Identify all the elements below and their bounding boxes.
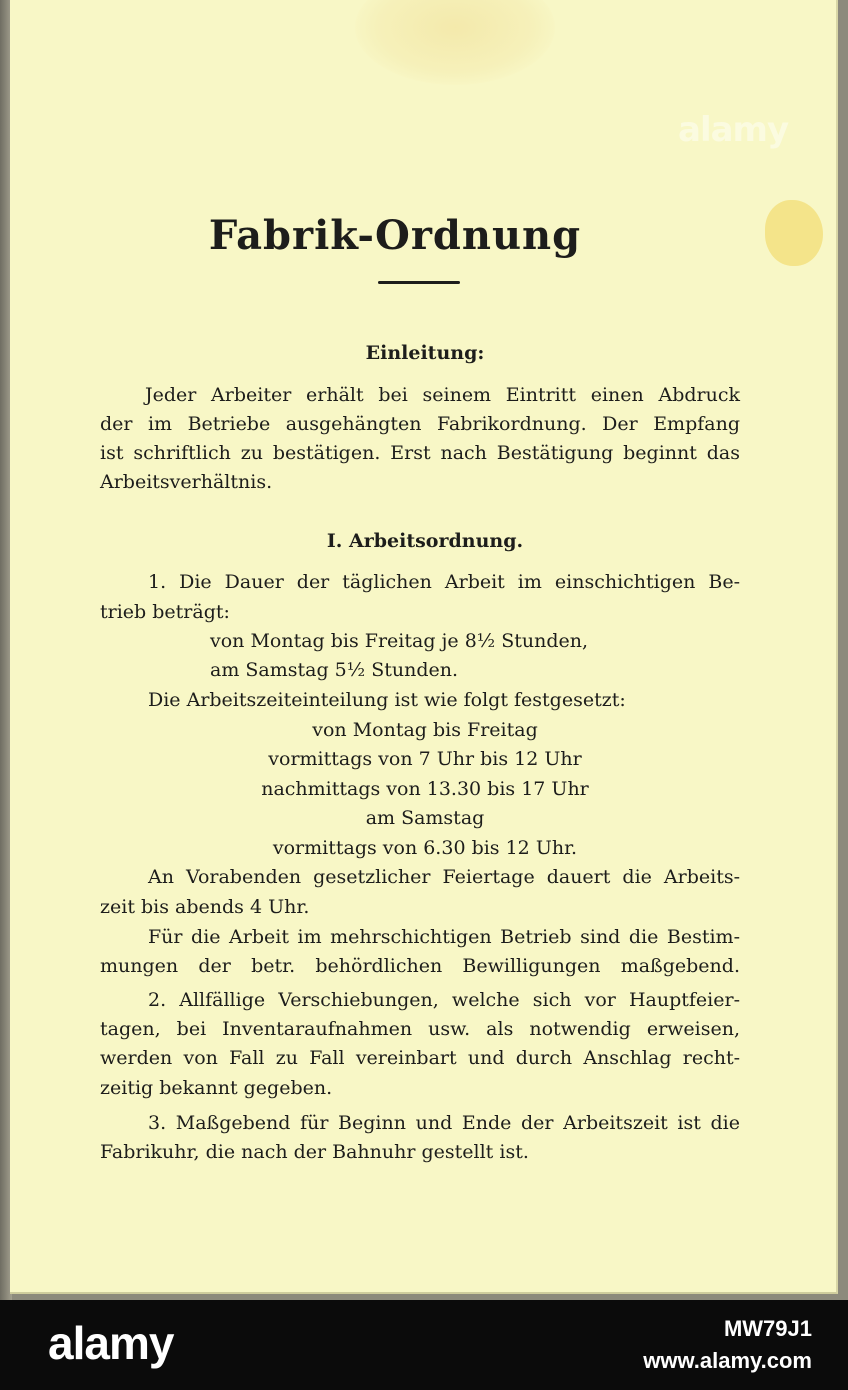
paragraph-line: An Vorabenden gesetzlicher Feiertage dauert die Arbeits- — [148, 866, 740, 888]
document-title: Fabrik-Ordnung — [208, 212, 582, 259]
schedule-line: vormittags von 6.30 bis 12 Uhr. — [272, 837, 578, 859]
intro-heading: Einleitung: — [365, 342, 485, 364]
document-page — [10, 0, 838, 1294]
intro-line: Arbeitsverhältnis. — [100, 471, 273, 493]
hours-line: von Montag bis Freitag je 8½ Stunden, — [210, 630, 589, 652]
schedule-line: von Montag bis Freitag — [312, 719, 538, 741]
paragraph-line: zeit bis abends 4 Uhr. — [100, 896, 310, 918]
schedule-line: nachmittags von 13.30 bis 17 Uhr — [261, 778, 589, 800]
paragraph-line: 1. Die Dauer der täglichen Arbeit im einschichtigen Be- — [148, 571, 740, 593]
paragraph-line: trieb beträgt: — [100, 601, 230, 623]
paragraph-line: mungen der betr. behördlichen Bewilligungen maßgebend. — [100, 955, 740, 977]
paragraph-line: 2. Allfällige Verschiebungen, welche sich vor Hauptfeier- — [148, 989, 740, 1011]
paragraph-line: Fabrikuhr, die nach der Bahnuhr gestellt ist. — [100, 1141, 529, 1163]
paper-stain-right — [765, 200, 823, 266]
schedule-intro: Die Arbeitszeiteinteilung ist wie folgt festgesetzt: — [148, 689, 626, 711]
schedule-line: am Samstag — [365, 807, 485, 829]
alamy-logo: alamy — [48, 1317, 174, 1369]
section-heading: I. Arbeitsordnung. — [326, 530, 524, 552]
hours-line: am Samstag 5½ Stunden. — [210, 659, 459, 681]
intro-line: Jeder Arbeiter erhält bei seinem Eintritt einen Abdruck — [145, 384, 740, 406]
watermark-logo: alamy — [678, 110, 789, 150]
paragraph-line: werden von Fall zu Fall vereinbart und durch Anschlag recht- — [100, 1047, 740, 1069]
stock-footer-bar — [0, 1300, 848, 1390]
schedule-line: vormittags von 7 Uhr bis 12 Uhr — [268, 748, 582, 770]
image-id: MW79J1 — [723, 1316, 812, 1341]
paper-stain-top — [355, 0, 555, 85]
paragraph-line: Für die Arbeit im mehrschichtigen Betrieb sind die Bestim- — [148, 926, 740, 948]
paragraph-line: 3. Maßgebend für Beginn und Ende der Arbeitszeit ist die — [148, 1112, 740, 1134]
intro-line: der im Betriebe ausgehängten Fabrikordnung. Der Empfang — [100, 413, 740, 435]
title-underline — [378, 281, 460, 284]
paragraph-line: zeitig bekannt gegeben. — [100, 1077, 333, 1099]
footer-url: www.alamy.com — [643, 1348, 812, 1373]
paragraph-line: tagen, bei Inventaraufnahmen usw. als notwendig erweisen, — [100, 1018, 740, 1040]
intro-line: ist schriftlich zu bestätigen. Erst nach Bestätigung beginnt das — [100, 442, 740, 464]
